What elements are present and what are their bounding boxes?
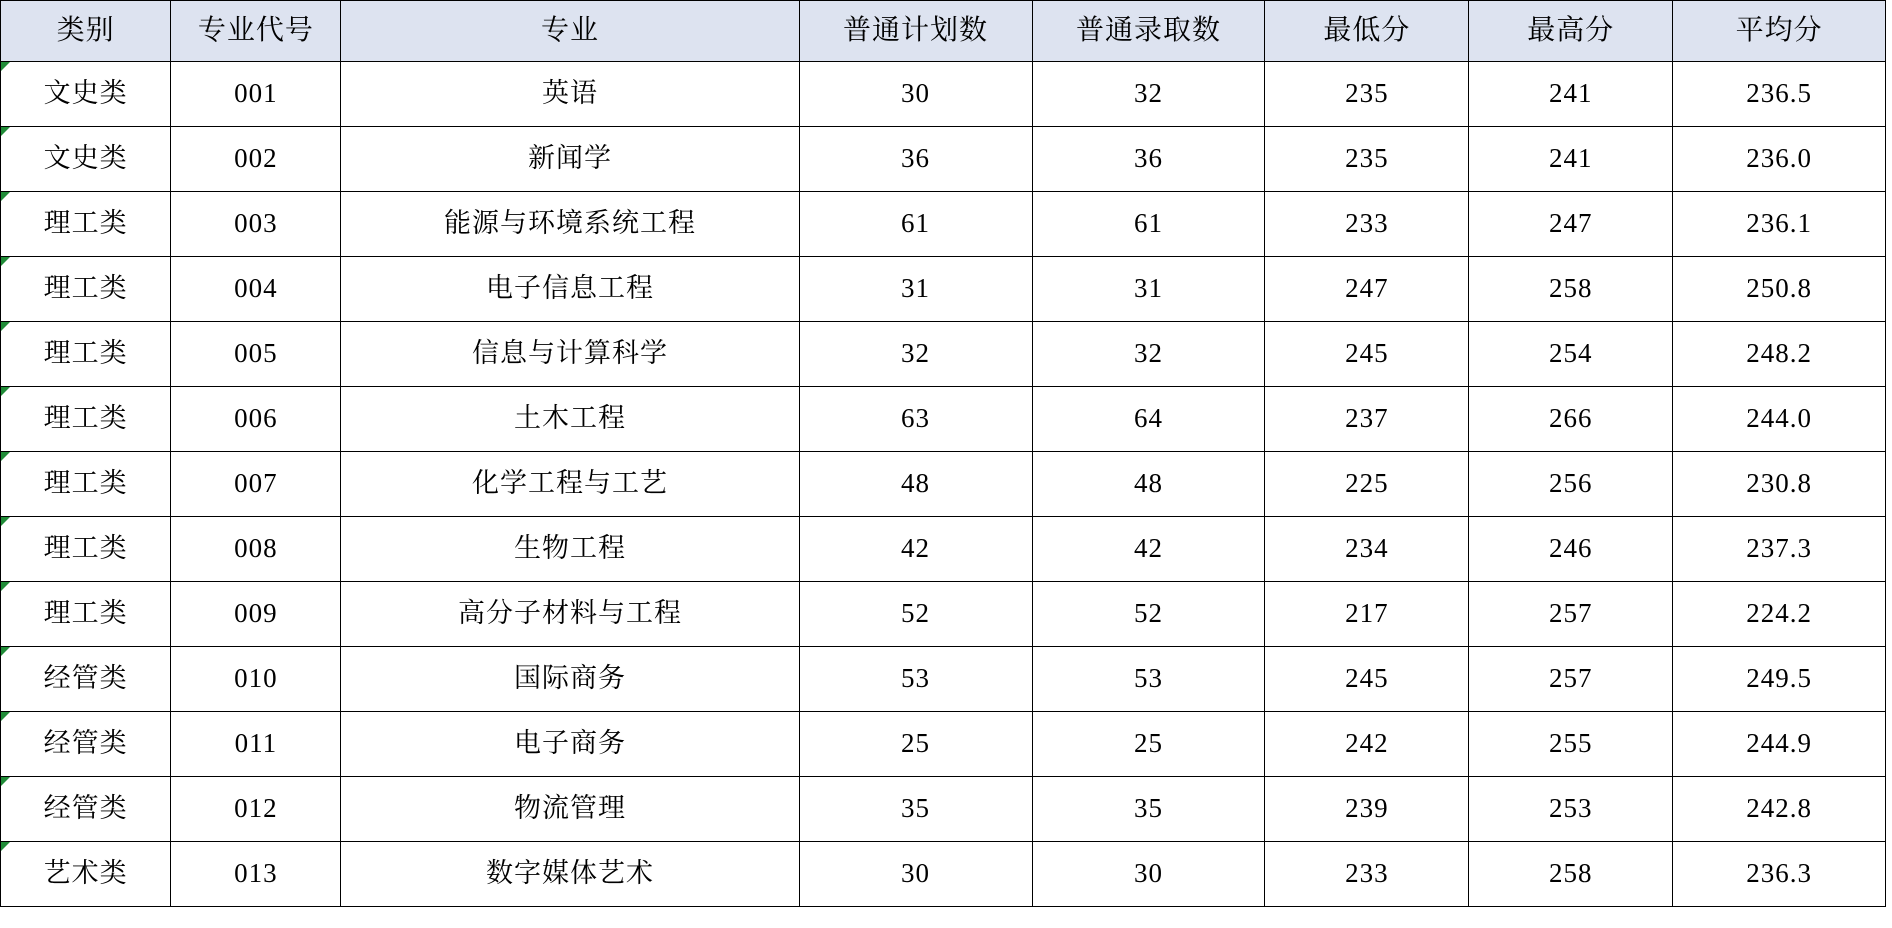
cell-plan-count: 35 bbox=[799, 777, 1032, 842]
cell-max-score: 257 bbox=[1469, 647, 1673, 712]
cell-category: 经管类 bbox=[1, 712, 171, 777]
cell-major-code: 007 bbox=[171, 452, 341, 517]
cell-plan-count: 48 bbox=[799, 452, 1032, 517]
cell-admitted-count: 31 bbox=[1032, 257, 1265, 322]
cell-category: 艺术类 bbox=[1, 842, 171, 907]
cell-plan-count: 30 bbox=[799, 62, 1032, 127]
table-row bbox=[1, 712, 1886, 777]
cell-major-code: 006 bbox=[171, 387, 341, 452]
cell-avg-score: 236.3 bbox=[1673, 842, 1886, 907]
cell-category: 理工类 bbox=[1, 322, 171, 387]
cell-major: 能源与环境系统工程 bbox=[341, 192, 799, 257]
cell-min-score: 225 bbox=[1265, 452, 1469, 517]
cell-min-score: 233 bbox=[1265, 192, 1469, 257]
cell-admitted-count: 32 bbox=[1032, 322, 1265, 387]
cell-major-code: 012 bbox=[171, 777, 341, 842]
cell-plan-count: 25 bbox=[799, 712, 1032, 777]
cell-avg-score: 237.3 bbox=[1673, 517, 1886, 582]
cell-max-score: 257 bbox=[1469, 582, 1673, 647]
table-header-row bbox=[1, 1, 1886, 62]
cell-min-score: 235 bbox=[1265, 127, 1469, 192]
cell-admitted-count: 52 bbox=[1032, 582, 1265, 647]
table-body bbox=[1, 62, 1886, 907]
comment-marker-icon bbox=[1, 517, 10, 526]
cell-min-score: 235 bbox=[1265, 62, 1469, 127]
cell-min-score: 237 bbox=[1265, 387, 1469, 452]
cell-major-code: 011 bbox=[171, 712, 341, 777]
table-row bbox=[1, 62, 1886, 127]
comment-marker-icon bbox=[1, 62, 10, 71]
column-header-max-score: 最高分 bbox=[1469, 1, 1673, 62]
cell-category: 理工类 bbox=[1, 452, 171, 517]
table-row bbox=[1, 452, 1886, 517]
comment-marker-icon bbox=[1, 582, 10, 591]
cell-admitted-count: 25 bbox=[1032, 712, 1265, 777]
cell-major-code: 009 bbox=[171, 582, 341, 647]
table-row bbox=[1, 257, 1886, 322]
table-row bbox=[1, 322, 1886, 387]
cell-category: 理工类 bbox=[1, 517, 171, 582]
cell-avg-score: 248.2 bbox=[1673, 322, 1886, 387]
cell-avg-score: 236.0 bbox=[1673, 127, 1886, 192]
cell-major: 信息与计算科学 bbox=[341, 322, 799, 387]
table-row bbox=[1, 387, 1886, 452]
cell-category: 理工类 bbox=[1, 582, 171, 647]
cell-plan-count: 52 bbox=[799, 582, 1032, 647]
cell-major-code: 005 bbox=[171, 322, 341, 387]
cell-admitted-count: 35 bbox=[1032, 777, 1265, 842]
cell-admitted-count: 61 bbox=[1032, 192, 1265, 257]
comment-marker-icon bbox=[1, 712, 10, 721]
cell-major: 化学工程与工艺 bbox=[341, 452, 799, 517]
cell-min-score: 247 bbox=[1265, 257, 1469, 322]
column-header-min-score: 最低分 bbox=[1265, 1, 1469, 62]
cell-admitted-count: 48 bbox=[1032, 452, 1265, 517]
cell-major: 新闻学 bbox=[341, 127, 799, 192]
cell-plan-count: 31 bbox=[799, 257, 1032, 322]
table-row bbox=[1, 127, 1886, 192]
comment-marker-icon bbox=[1, 647, 10, 656]
cell-admitted-count: 36 bbox=[1032, 127, 1265, 192]
table-header bbox=[1, 1, 1886, 62]
cell-category: 理工类 bbox=[1, 387, 171, 452]
comment-marker-icon bbox=[1, 777, 10, 786]
cell-major: 国际商务 bbox=[341, 647, 799, 712]
cell-plan-count: 61 bbox=[799, 192, 1032, 257]
cell-max-score: 241 bbox=[1469, 62, 1673, 127]
cell-plan-count: 63 bbox=[799, 387, 1032, 452]
table-row bbox=[1, 517, 1886, 582]
table-row bbox=[1, 192, 1886, 257]
cell-avg-score: 250.8 bbox=[1673, 257, 1886, 322]
cell-max-score: 247 bbox=[1469, 192, 1673, 257]
cell-min-score: 234 bbox=[1265, 517, 1469, 582]
cell-avg-score: 244.9 bbox=[1673, 712, 1886, 777]
cell-major-code: 008 bbox=[171, 517, 341, 582]
cell-min-score: 242 bbox=[1265, 712, 1469, 777]
cell-avg-score: 242.8 bbox=[1673, 777, 1886, 842]
cell-plan-count: 32 bbox=[799, 322, 1032, 387]
cell-major-code: 002 bbox=[171, 127, 341, 192]
cell-min-score: 217 bbox=[1265, 582, 1469, 647]
cell-major: 数字媒体艺术 bbox=[341, 842, 799, 907]
cell-major: 电子商务 bbox=[341, 712, 799, 777]
cell-category: 经管类 bbox=[1, 777, 171, 842]
cell-max-score: 255 bbox=[1469, 712, 1673, 777]
comment-marker-icon bbox=[1, 452, 10, 461]
cell-category: 经管类 bbox=[1, 647, 171, 712]
cell-category: 理工类 bbox=[1, 257, 171, 322]
cell-max-score: 266 bbox=[1469, 387, 1673, 452]
column-header-category: 类别 bbox=[1, 1, 171, 62]
cell-major: 土木工程 bbox=[341, 387, 799, 452]
comment-marker-icon bbox=[1, 257, 10, 266]
comment-marker-icon bbox=[1, 322, 10, 331]
cell-admitted-count: 64 bbox=[1032, 387, 1265, 452]
cell-avg-score: 249.5 bbox=[1673, 647, 1886, 712]
cell-major-code: 013 bbox=[171, 842, 341, 907]
table-row bbox=[1, 777, 1886, 842]
cell-major: 英语 bbox=[341, 62, 799, 127]
cell-max-score: 246 bbox=[1469, 517, 1673, 582]
cell-avg-score: 230.8 bbox=[1673, 452, 1886, 517]
comment-marker-icon bbox=[1, 842, 10, 851]
cell-avg-score: 236.5 bbox=[1673, 62, 1886, 127]
cell-major-code: 004 bbox=[171, 257, 341, 322]
cell-max-score: 258 bbox=[1469, 257, 1673, 322]
cell-min-score: 245 bbox=[1265, 647, 1469, 712]
cell-major: 生物工程 bbox=[341, 517, 799, 582]
cell-major-code: 010 bbox=[171, 647, 341, 712]
column-header-admitted-count: 普通录取数 bbox=[1032, 1, 1265, 62]
table-row bbox=[1, 842, 1886, 907]
column-header-avg-score: 平均分 bbox=[1673, 1, 1886, 62]
column-header-major-code: 专业代号 bbox=[171, 1, 341, 62]
cell-min-score: 239 bbox=[1265, 777, 1469, 842]
comment-marker-icon bbox=[1, 127, 10, 136]
cell-major: 高分子材料与工程 bbox=[341, 582, 799, 647]
cell-plan-count: 42 bbox=[799, 517, 1032, 582]
cell-plan-count: 53 bbox=[799, 647, 1032, 712]
cell-major: 电子信息工程 bbox=[341, 257, 799, 322]
cell-category: 理工类 bbox=[1, 192, 171, 257]
cell-max-score: 253 bbox=[1469, 777, 1673, 842]
cell-major-code: 001 bbox=[171, 62, 341, 127]
table-row bbox=[1, 647, 1886, 712]
cell-avg-score: 244.0 bbox=[1673, 387, 1886, 452]
cell-major: 物流管理 bbox=[341, 777, 799, 842]
cell-admitted-count: 30 bbox=[1032, 842, 1265, 907]
cell-category: 文史类 bbox=[1, 127, 171, 192]
comment-marker-icon bbox=[1, 387, 10, 396]
cell-plan-count: 36 bbox=[799, 127, 1032, 192]
column-header-major: 专业 bbox=[341, 1, 799, 62]
cell-max-score: 256 bbox=[1469, 452, 1673, 517]
cell-admitted-count: 42 bbox=[1032, 517, 1265, 582]
comment-marker-icon bbox=[1, 192, 10, 201]
cell-category: 文史类 bbox=[1, 62, 171, 127]
cell-avg-score: 236.1 bbox=[1673, 192, 1886, 257]
table-row bbox=[1, 582, 1886, 647]
cell-max-score: 241 bbox=[1469, 127, 1673, 192]
cell-min-score: 245 bbox=[1265, 322, 1469, 387]
cell-max-score: 258 bbox=[1469, 842, 1673, 907]
cell-min-score: 233 bbox=[1265, 842, 1469, 907]
cell-avg-score: 224.2 bbox=[1673, 582, 1886, 647]
cell-major-code: 003 bbox=[171, 192, 341, 257]
cell-admitted-count: 32 bbox=[1032, 62, 1265, 127]
column-header-plan-count: 普通计划数 bbox=[799, 1, 1032, 62]
cell-admitted-count: 53 bbox=[1032, 647, 1265, 712]
cell-plan-count: 30 bbox=[799, 842, 1032, 907]
cell-max-score: 254 bbox=[1469, 322, 1673, 387]
